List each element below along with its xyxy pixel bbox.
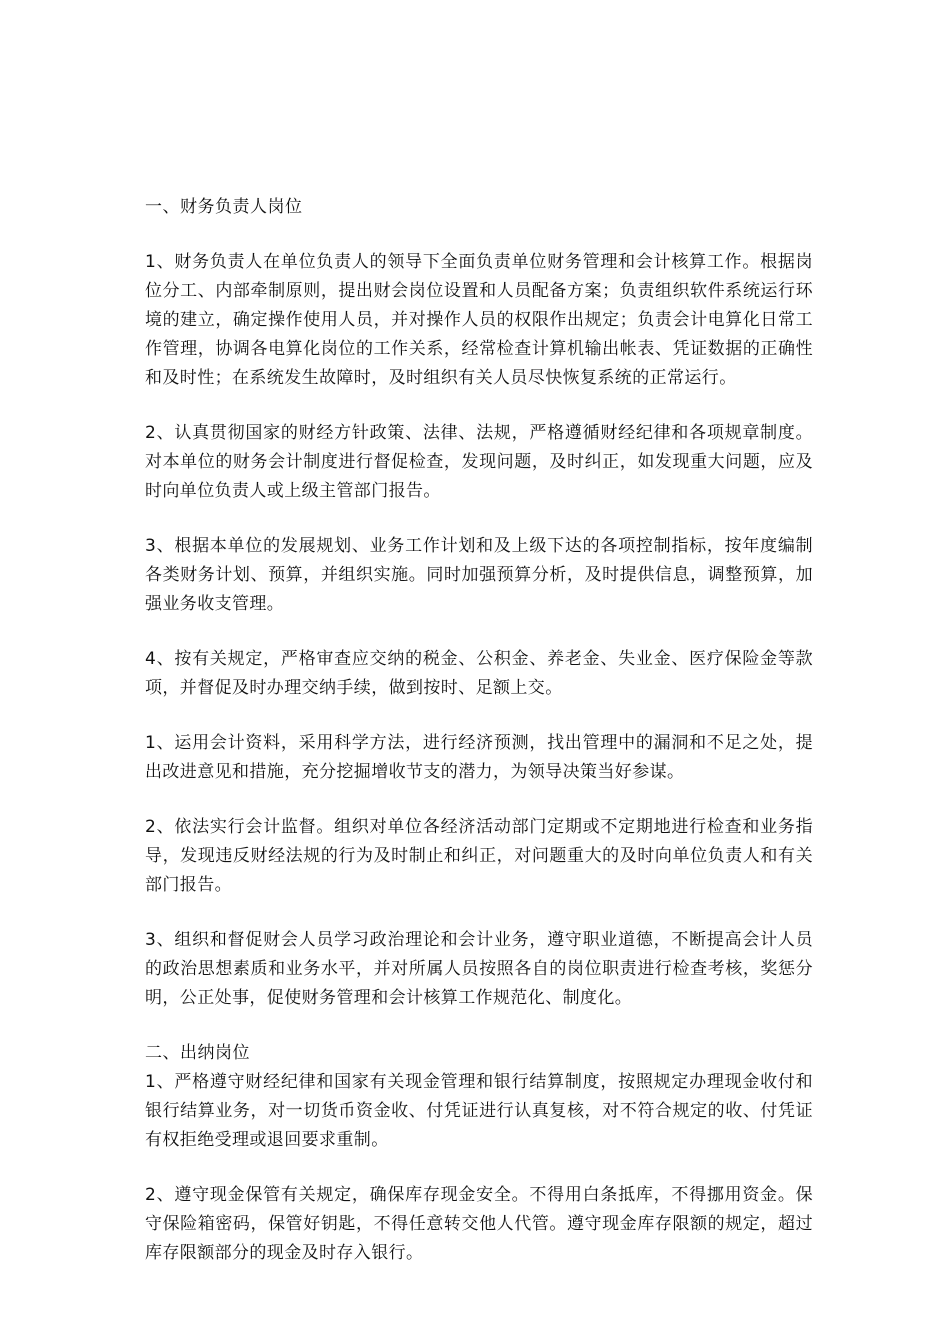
paragraph: 2、依法实行会计监督。组织对单位各经济活动部门定期或不定期地进行检查和业务指导，发现违反财经法规的行为及时制止和纠正，对问题重大的及时向单位负责人和有关部门报告。 xyxy=(145,817,813,895)
paragraph: 1、运用会计资料，采用科学方法，进行经济预测，找出管理中的漏洞和不足之处，提出改进意见和措施，充分挖掘增收节支的潜力，为领导决策当好参谋。 xyxy=(145,733,813,782)
paragraph: 2、认真贯彻国家的财经方针政策、法律、法规，严格遵循财经纪律和各项规章制度。对本单位的财务会计制度进行督促检查，发现问题，及时纠正，如发现重大问题，应及时向单位负责人或上级主管部门报告。 xyxy=(145,423,813,501)
paragraph: 3、组织和督促财会人员学习政治理论和会计业务，遵守职业道德，不断提高会计人员的政治思想素质和业务水平，并对所属人员按照各自的岗位职责进行检查考核，奖惩分明，公正处事，促使财务管理和会计核算工作规范化、制度化。 xyxy=(145,930,813,1008)
paragraph: 1、严格遵守财经纪律和国家有关现金管理和银行结算制度，按照规定办理现金收付和银行结算业务，对一切货币资金收、付凭证进行认真复核，对不符合规定的收、付凭证有权拒绝受理或退回要求重制。 xyxy=(145,1072,813,1150)
paragraph: 3、根据本单位的发展规划、业务工作计划和及上级下达的各项控制指标，按年度编制各类财务计划、预算，并组织实施。同时加强预算分析，及时提供信息，调整预算，加强业务收支管理。 xyxy=(145,536,813,614)
section-heading-finance-head: 一、财务负责人岗位 xyxy=(145,197,303,217)
paragraph: 1、财务负责人在单位负责人的领导下全面负责单位财务管理和会计核算工作。根据岗位分工、内部牵制原则，提出财会岗位设置和人员配备方案；负责组织软件系统运行环境的建立，确定操作使用人员，并对操作人员的权限作出规定；负责会计电算化日常工作管理，协调各电算化岗位的工作关系，经常检查计算机输出帐表、凭证数据的正确性和及时性；在系统发生故障时，及时组织有关人员尽快恢复系统的正常运行。 xyxy=(145,252,813,388)
document-body xyxy=(145,193,813,1268)
paragraph: 4、按有关规定，严格审查应交纳的税金、公积金、养老金、失业金、医疗保险金等款项，并督促及时办理交纳手续，做到按时、足额上交。 xyxy=(145,649,813,698)
section-heading-cashier: 二、出纳岗位 xyxy=(145,1043,250,1063)
paragraph: 2、遵守现金保管有关规定，确保库存现金安全。不得用白条抵库，不得挪用资金。保守保险箱密码，保管好钥匙，不得任意转交他人代管。遵守现金库存限额的规定，超过库存限额部分的现金及时存入银行。 xyxy=(145,1185,813,1263)
